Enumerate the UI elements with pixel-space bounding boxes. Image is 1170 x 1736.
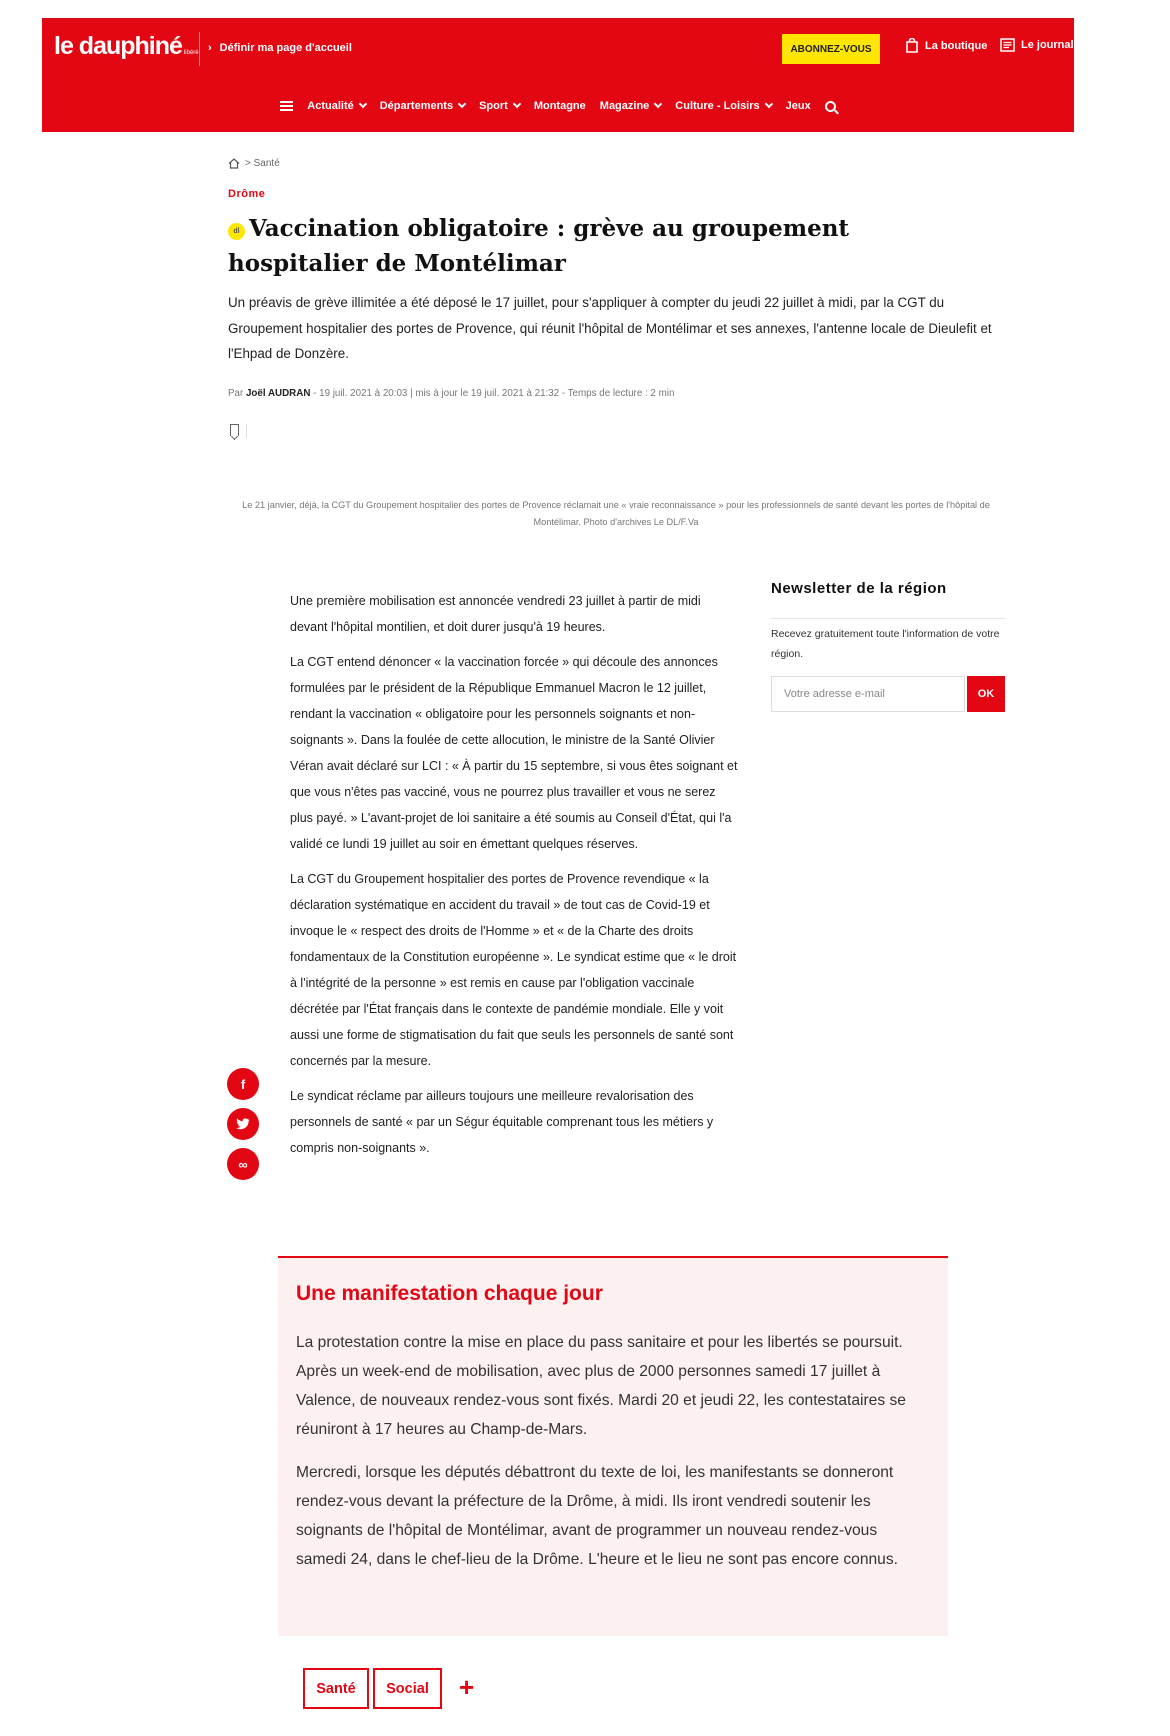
article-title [228,211,928,281]
chevron-down-icon [458,100,466,108]
shop-label: La boutique [925,39,988,52]
article-title-text: Vaccination obligatoire : grève au groupement hospitalier de Montélimar [228,215,850,277]
nav-menu-button[interactable] [280,101,293,111]
author-name[interactable]: Joël AUDRAN [245,388,311,399]
search-icon [825,101,836,112]
nav-item-magazine[interactable] [600,100,662,112]
related-box [278,1256,948,1636]
subscribe-button[interactable]: ABONNEZ-VOUS [782,34,880,64]
chevron-down-icon [358,100,366,108]
newsletter-email-input[interactable] [771,676,965,712]
body-paragraph: Une première mobilisation est annoncée vendredi 23 juillet à partir de midi devant l'hôpital montilien, et doit durer jusqu'à 19 heures. [290,594,701,634]
nav-label: Culture - Loisirs [675,100,760,112]
premium-badge: dl [228,223,245,240]
hamburger-icon [280,101,293,111]
tag-sante[interactable]: Santé [303,1668,369,1709]
main-nav [42,80,1074,132]
logo-sub: libéré [183,50,199,56]
share-twitter-button[interactable] [227,1108,259,1140]
site-header [42,18,1074,132]
chevron-down-icon [654,100,662,108]
nav-label: Départements [379,100,454,112]
share-facebook-button[interactable] [227,1068,259,1100]
breadcrumb [228,158,280,169]
byline-prefix: Par [228,388,244,399]
nav-item-culture-loisirs[interactable] [675,100,771,112]
newsletter-divider [771,618,1005,619]
facebook-icon: f [240,1076,246,1092]
bookmark-separator [246,424,247,438]
box-body [296,1328,930,1588]
newspaper-icon [1000,38,1015,52]
nav-item-jeux[interactable] [786,100,811,112]
body-paragraph: La CGT du Groupement hospitalier des portes de Provence revendique « la déclaration systématique en accident du travail » de tout cas de Covid-19 et invoque le « respect des droits de l'Homme » et « de la Charte des droits fondamentaux de la Constitution européenne ». Le syndicat estime que « le droit à l'intégrité de la personne » est remis en cause par l'obligation vaccinale décrétée par l'État français dans le contexte de pandémie mondiale. Elle y voit aussi une forme de stigmatisation du fait que seuls les personnels de santé sont concernés par la mesure. [290,872,737,1068]
twitter-icon [236,1118,250,1130]
home-icon[interactable] [228,158,240,169]
breadcrumb-section[interactable]: > Santé [245,158,280,169]
chevron-down-icon [764,100,772,108]
set-homepage-label: Définir ma page d'accueil [219,42,352,54]
newsletter-title: Newsletter de la région [771,580,947,597]
link-icon: ∞ [238,1156,248,1172]
logo-separator [199,32,200,66]
journal-label: Le journal [1021,39,1074,51]
article-lead: Un préavis de grève illimitée a été déposé le 17 juillet, pour s'appliquer à compter du jeudi 22 juillet à midi, par la CGT du Groupement hospitalier des portes de Provence, qui réunit l'hôpital de Montélimar et ses annexes, l'antenne locale de Dieulefit et l'Ehpad de Donzère. [228,295,992,362]
nav-item-actualite[interactable] [307,100,365,112]
newsletter-description: Recevez gratuitement toute l'information de votre région. [771,628,1000,660]
newsletter-submit-button[interactable]: OK [967,676,1005,712]
body-paragraph: La CGT entend dénoncer « la vaccination forcée » qui découle des annonces formulées par le président de la République Emmanuel Macron le 12 juillet, rendant la vaccination « obligatoire pour les personnels soignants et non-soignants ». Dans la foulée de cette allocution, le ministre de la Santé Olivier Véran avait déclaré sur LCI : « À partir du 15 septembre, si vous êtes soignant et que vous n'êtes pas vacciné, vous ne pourrez plus travailler et vous ne serez plus payé. » L'avant-projet de loi sanitaire a été soumis au Conseil d'État, qui l'a validé ce lundi 19 juillet au soir en émettant quelques réserves. [290,655,738,851]
box-title: Une manifestation chaque jour [296,1282,603,1305]
box-paragraph: Mercredi, lorsque les députés débattront du texte de loi, les manifestants se donneront rendez-vous devant la préfecture de la Drôme, à midi. Ils iront vendredi soutenir les soignants de l'hôpital de Montélimar, avant de programmer un nouveau rendez-vous samedi 24, dans le chef-lieu de la Drôme. L'heure et le lieu ne sont pas encore connus. [296,1464,898,1568]
shop-link[interactable] [905,38,987,53]
shopping-bag-icon [905,38,919,53]
nav-label: Magazine [599,100,650,112]
set-homepage-link[interactable] [208,42,352,54]
nav-search-button[interactable] [825,101,836,112]
nav-label: Sport [479,100,508,112]
site-logo[interactable] [54,32,199,61]
body-paragraph: Le syndicat réclame par ailleurs toujours une meilleure revalorisation des personnels de santé « par un Ségur équitable comprenant tous les métiers y compris non-soignants ». [290,1089,714,1155]
nav-label: Jeux [785,100,811,112]
byline-meta: - 19 juil. 2021 à 20:03 | mis à jour le 19 juil. 2021 à 21:32 - Temps de lecture : 2 min [313,388,675,399]
logo-text: le dauphiné [54,32,182,60]
article-body [290,588,738,1170]
nav-label: Actualité [307,100,354,112]
nav-item-sport[interactable] [479,100,520,112]
tag-social[interactable]: Social [373,1668,442,1709]
nav-item-departements[interactable] [380,100,465,112]
nav-label: Montagne [533,100,586,112]
article-byline [228,388,674,399]
nav-item-montagne[interactable] [534,100,586,112]
photo-caption: Le 21 janvier, déjà, la CGT du Groupement hospitalier des portes de Provence réclamait une « vraie reconnaissance » pour les professionnels de santé devant les portes de l'hôpital de Montélimar. Photo d'archives Le DL/F.Va [242,500,990,527]
chevron-right-icon: › [208,42,212,54]
journal-link[interactable] [1000,38,1074,52]
box-paragraph: La protestation contre la mise en place du pass sanitaire et pour les libertés se poursuit. Après un week-end de mobilisation, avec plus de 2000 personnes samedi 17 juillet à Valence, de nouveaux rendez-vous sont fixés. Mardi 20 et jeudi 22, les contestataires se réuniront à 17 heures au Champ-de-Mars. [296,1334,906,1438]
more-tags-button[interactable]: + [459,1672,475,1702]
chevron-down-icon [513,100,521,108]
share-link-button[interactable] [227,1148,259,1180]
bookmark-icon[interactable] [230,424,239,436]
article-category[interactable]: Drôme [228,188,266,200]
top-bar [42,18,1074,80]
